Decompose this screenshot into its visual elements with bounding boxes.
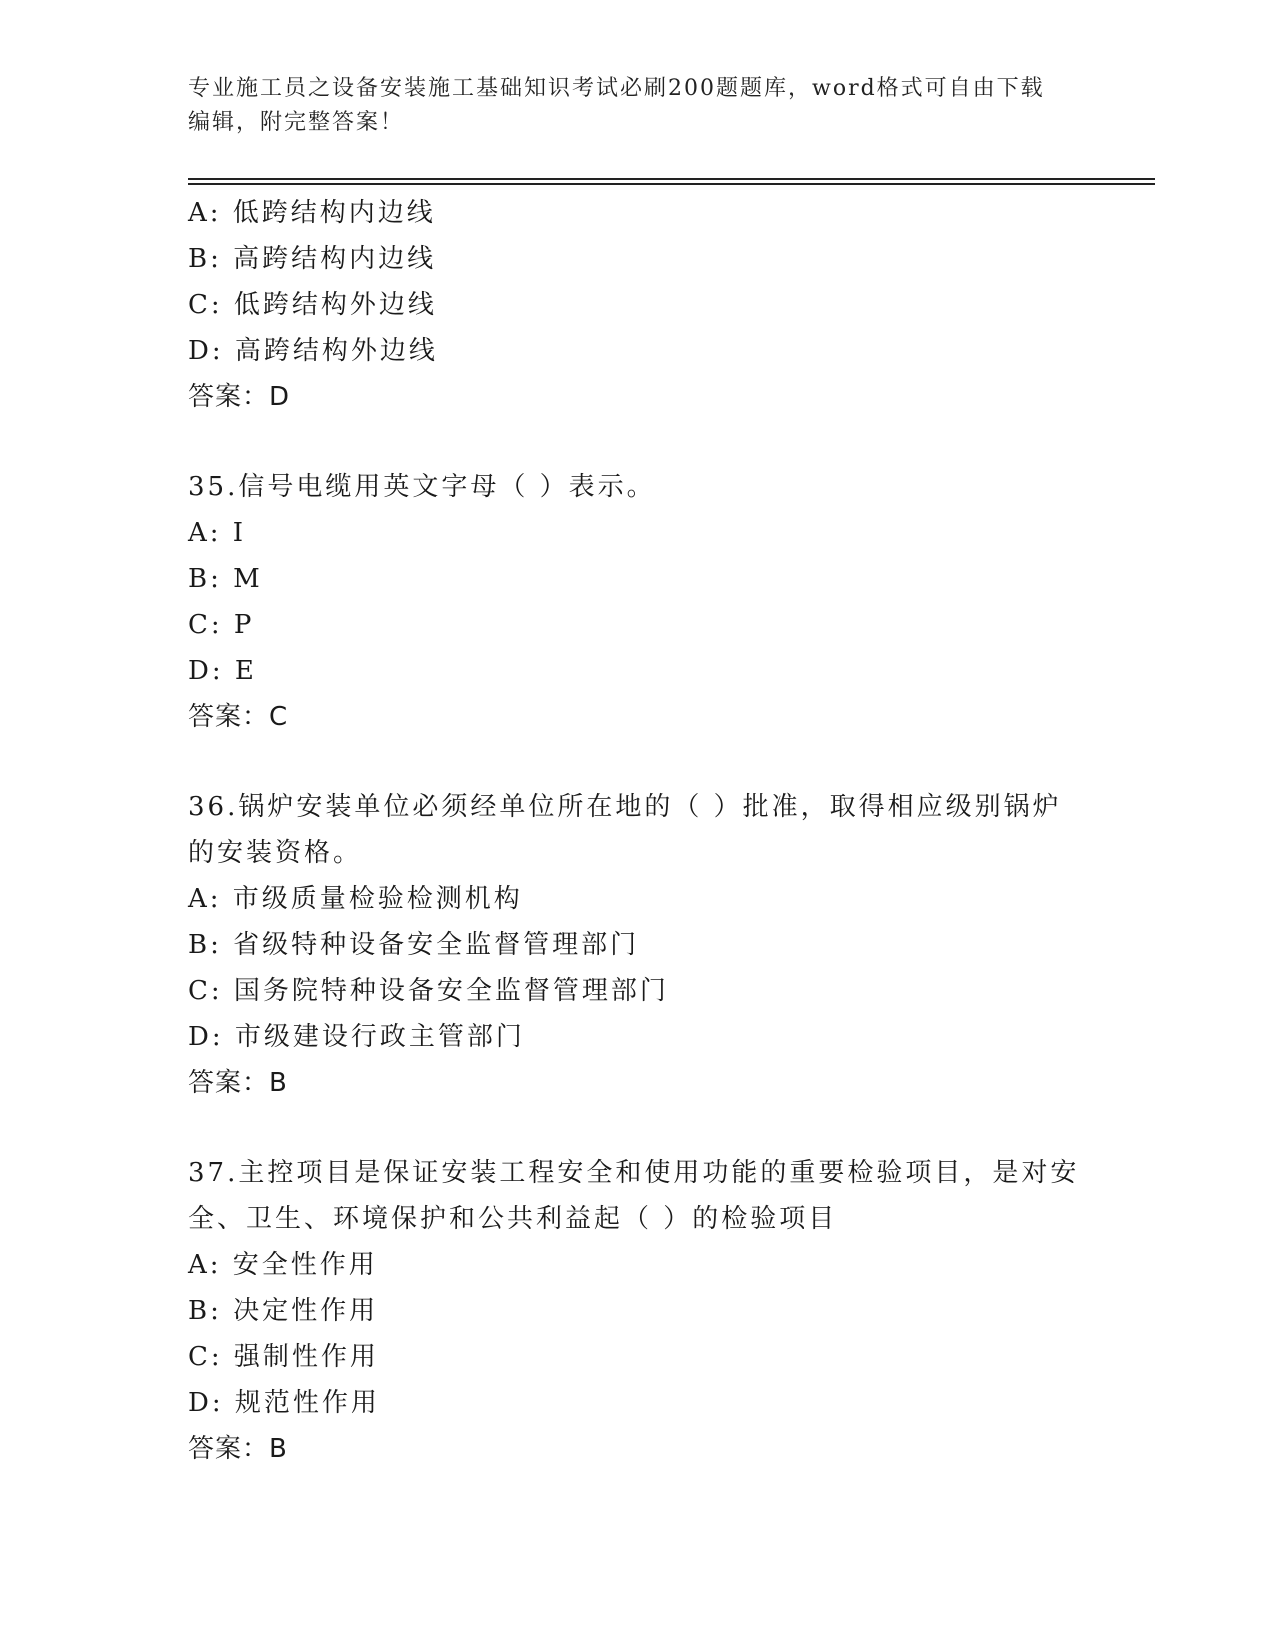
option-d: D: 规范性作用 xyxy=(188,1388,380,1418)
option-a: A: 安全性作用 xyxy=(188,1250,378,1280)
question-34-continued xyxy=(188,190,1088,420)
option-b: B: M xyxy=(188,564,263,594)
answer-line: 答案：D xyxy=(188,382,291,412)
option-b: B: 决定性作用 xyxy=(188,1296,379,1326)
header-divider-top xyxy=(188,178,1155,180)
option-a: A: 市级质量检验检测机构 xyxy=(188,884,523,914)
question-35 xyxy=(188,464,1088,740)
question-stem: 37.主控项目是保证安装工程安全和使用功能的重要检验项目，是对安 xyxy=(188,1158,1080,1188)
option-c: C: P xyxy=(188,610,255,640)
header-divider-bottom xyxy=(188,183,1155,185)
question-37 xyxy=(188,1150,1088,1472)
question-stem: 35.信号电缆用英文字母（ ）表示。 xyxy=(188,472,656,502)
answer-line: 答案：B xyxy=(188,1434,288,1464)
header-line-2: 编辑，附完整答案！ xyxy=(188,110,405,135)
option-d: D: 高跨结构外边线 xyxy=(188,336,438,366)
option-c: C: 国务院特种设备安全监督管理部门 xyxy=(188,976,669,1006)
option-a: A: I xyxy=(188,518,247,548)
question-stem-continued: 的安装资格。 xyxy=(188,838,363,868)
answer-line: 答案：C xyxy=(188,702,289,732)
option-a: A: 低跨结构内边线 xyxy=(188,198,436,228)
option-d: D: 市级建设行政主管部门 xyxy=(188,1022,525,1052)
option-c: C: 低跨结构外边线 xyxy=(188,290,437,320)
header-line-1: 专业施工员之设备安装施工基础知识考试必刷200题题库，word格式可自由下载 xyxy=(188,76,1045,101)
option-c: C: 强制性作用 xyxy=(188,1342,379,1372)
document-header xyxy=(188,72,1088,140)
answer-line: 答案：B xyxy=(188,1068,288,1098)
question-stem: 36.锅炉安装单位必须经单位所在地的（ ）批准，取得相应级别锅炉 xyxy=(188,792,1062,822)
question-stem-continued: 全、卫生、环境保护和公共利益起（ ）的检验项目 xyxy=(188,1204,838,1234)
option-b: B: 省级特种设备安全监督管理部门 xyxy=(188,930,640,960)
question-list xyxy=(188,190,1088,1472)
question-36 xyxy=(188,784,1088,1106)
option-b: B: 高跨结构内边线 xyxy=(188,244,437,274)
option-d: D: E xyxy=(188,656,257,686)
